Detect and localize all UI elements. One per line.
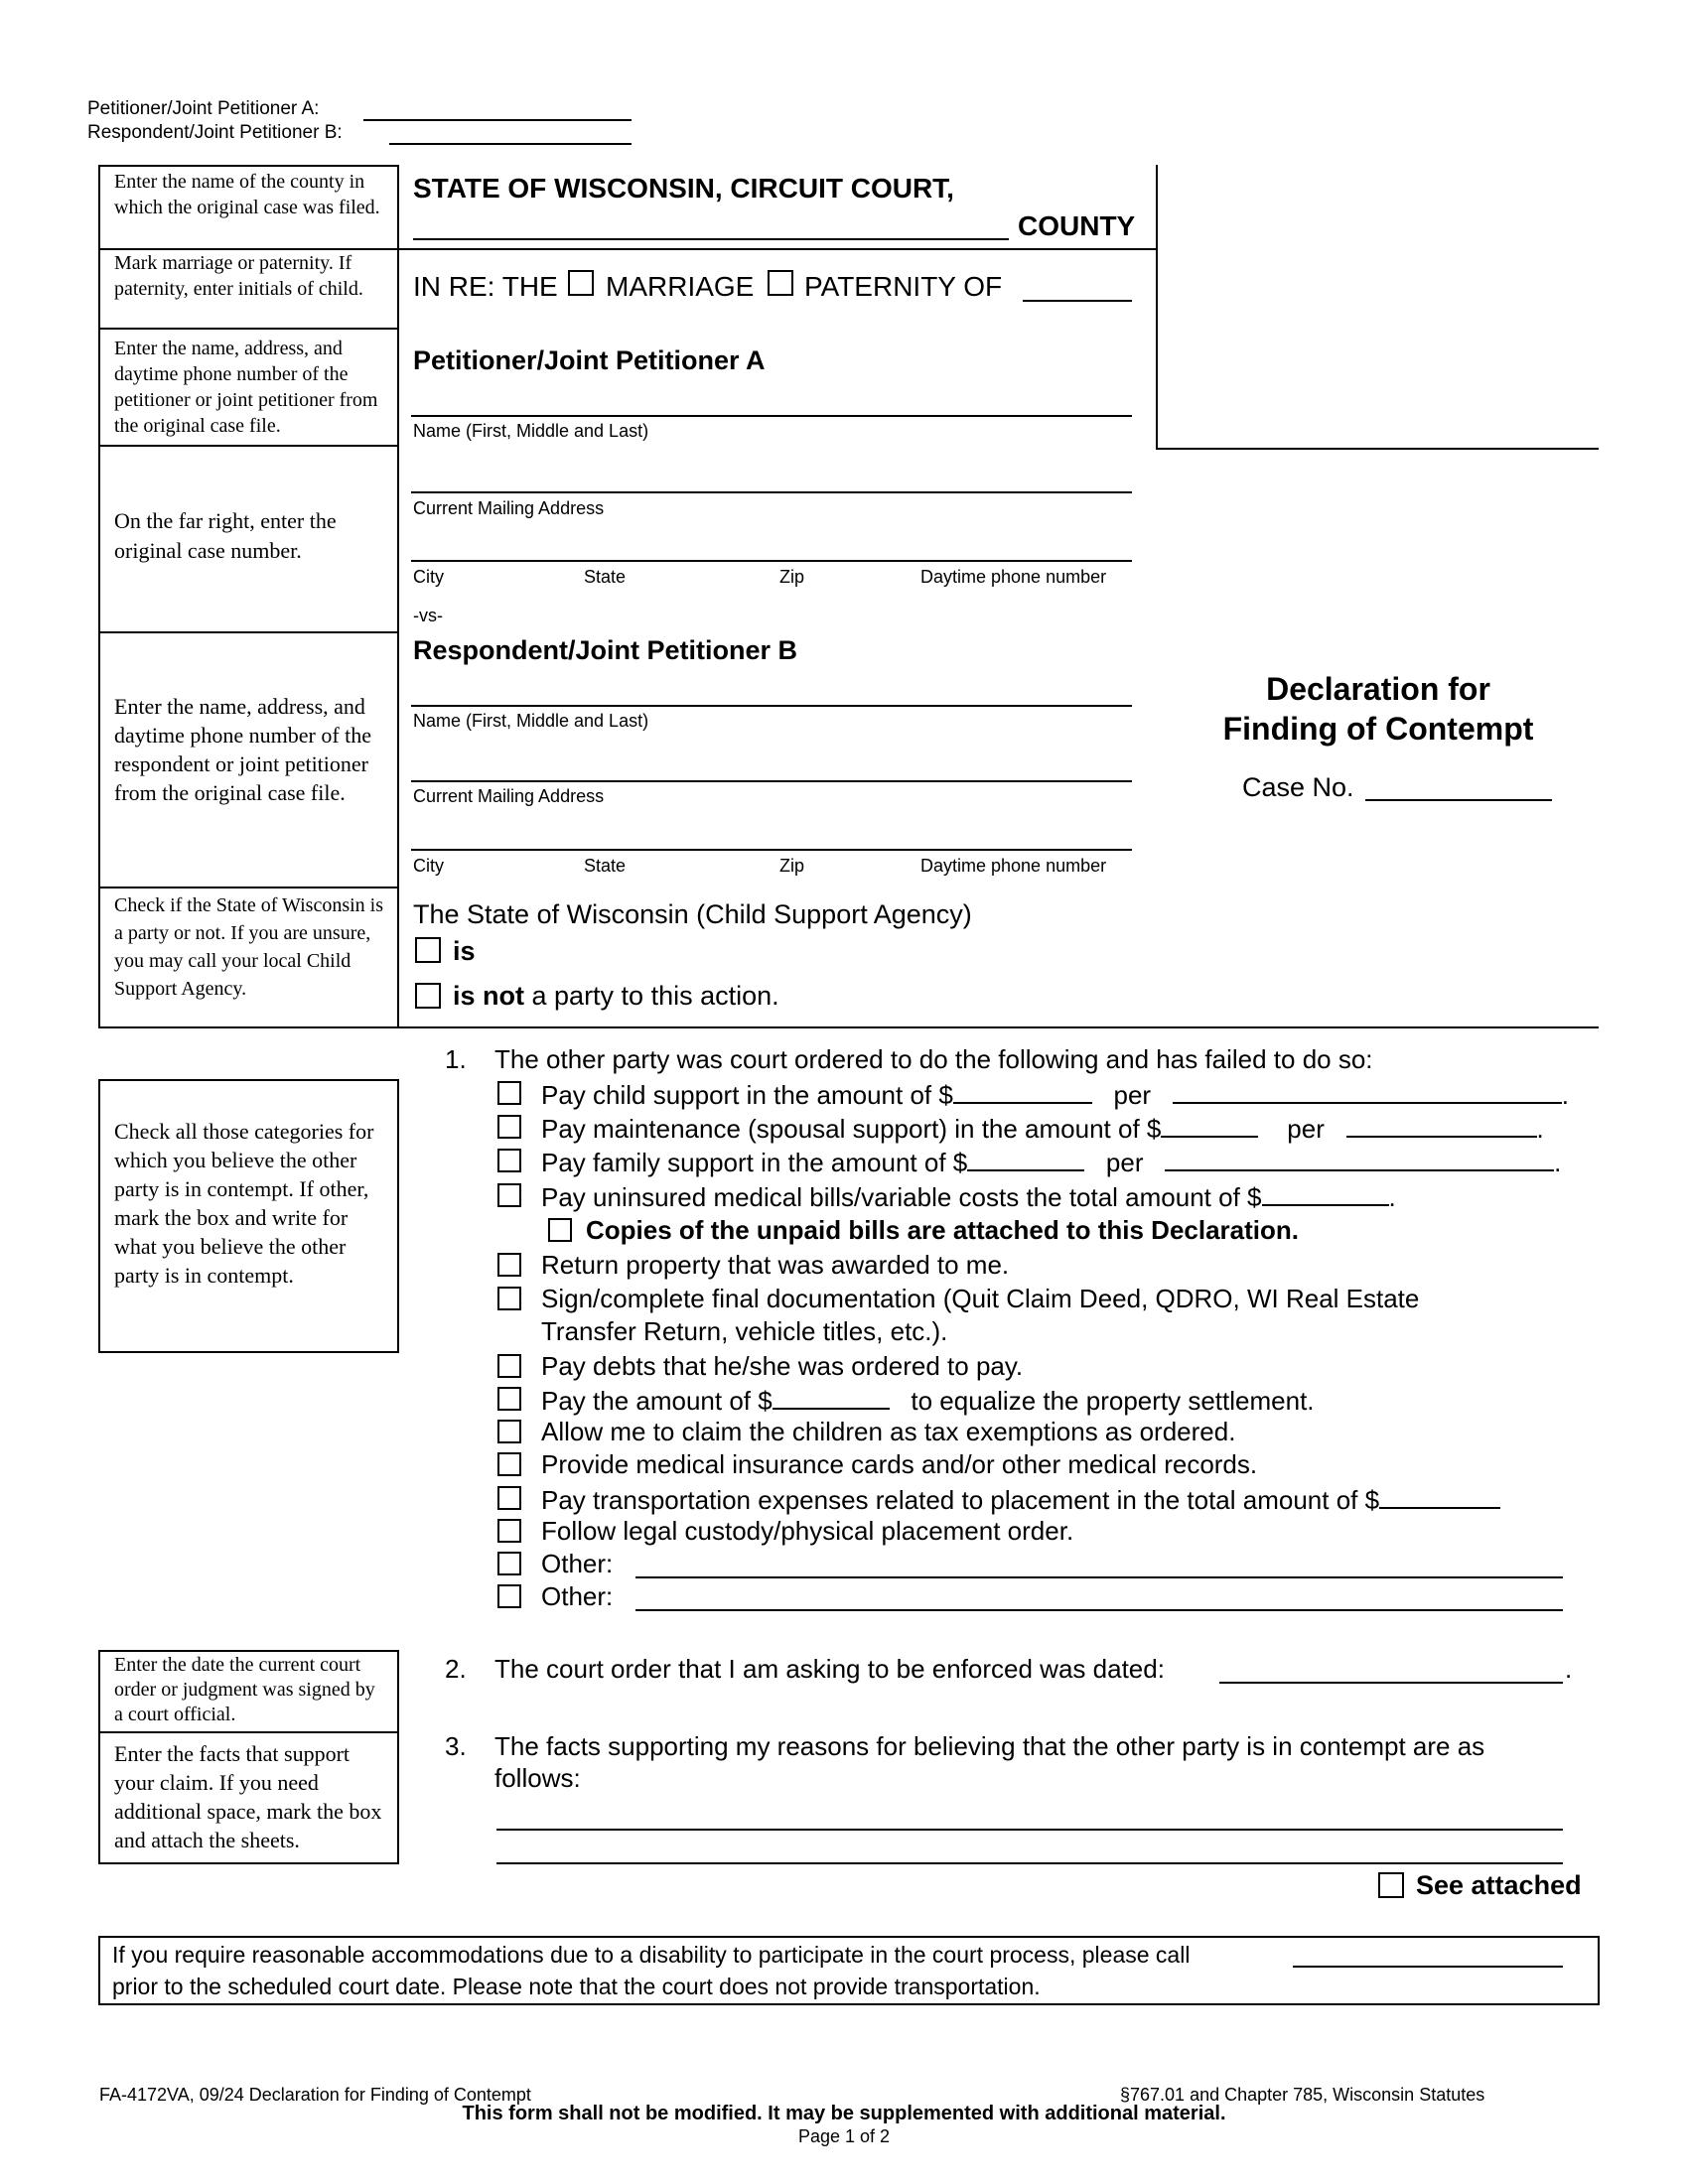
other1-checkbox[interactable] [497, 1552, 521, 1575]
petitioner-name-field[interactable] [411, 415, 1132, 417]
document-title-line1: Declaration for [1266, 671, 1490, 707]
paternity-checkbox[interactable] [768, 270, 793, 296]
equalize-label-b: to equalize the property settlement. [911, 1386, 1315, 1416]
caption-box-right [1156, 165, 1158, 450]
state-is-checkbox[interactable] [415, 937, 441, 963]
instruction-county: Enter the name of the county in which the original case was filed. [114, 171, 380, 218]
respondent-zip-label: Zip [779, 856, 805, 876]
instruction-case-number: On the far right, enter the original case number. [114, 508, 337, 563]
respondent-heading: Respondent/Joint Petitioner B [413, 635, 798, 665]
debts-label: Pay debts that he/she was ordered to pay. [541, 1351, 1024, 1381]
county-label: COUNTY [1018, 210, 1136, 241]
respondent-phone-label: Daytime phone number [920, 856, 1107, 876]
see-attached-label: See attached [1416, 1870, 1582, 1900]
transport-label: Pay transportation expenses related to placement in the total amount of $ [541, 1485, 1380, 1515]
instructions-divider [98, 887, 399, 888]
other1-field[interactable] [635, 1576, 1563, 1578]
respondent-city-label: City [413, 856, 444, 876]
other2-field[interactable] [635, 1609, 1563, 1611]
medical-item: Pay uninsured medical bills/variable costs the total amount of $ . [541, 1182, 1396, 1212]
petitioner-a-header-field[interactable] [363, 119, 632, 121]
transport-checkbox[interactable] [497, 1486, 521, 1510]
instruction-categories: Check all those categories for which you believe the other party is in contempt. If other, mark the box and write for what you believe the other party is in contempt. [114, 1119, 374, 1288]
child-support-per-label: per [1113, 1080, 1152, 1110]
petitioner-city-label: City [413, 567, 444, 587]
instruction-order-date: Enter the date the current court order or judgment was signed by a court official. [114, 1654, 375, 1725]
maintenance-checkbox[interactable] [497, 1115, 521, 1139]
respondent-address-field[interactable] [411, 780, 1132, 782]
section3-number: 3. [445, 1731, 467, 1761]
section1-number: 1. [445, 1044, 467, 1074]
instructions-border-top [98, 165, 399, 167]
section3-text-1: The facts supporting my reasons for believing that the other party is in contempt are as [494, 1731, 1485, 1761]
marriage-checkbox[interactable] [568, 270, 594, 296]
respondent-name-field[interactable] [411, 705, 1132, 707]
instructions-divider [98, 328, 399, 330]
equalize-checkbox[interactable] [497, 1387, 521, 1411]
case-no-label: Case No. [1242, 772, 1354, 802]
child-support-amount-field[interactable] [953, 1078, 1092, 1104]
in-re-label: IN RE: THE [413, 271, 558, 302]
document-title [1160, 669, 1597, 749]
petitioner-city-field[interactable] [411, 560, 1132, 562]
medical-label: Pay uninsured medical bills/variable costs the total amount of $ [541, 1182, 1262, 1212]
family-support-item: Pay family support in the amount of $ per . [541, 1148, 1562, 1177]
petitioner-heading: Petitioner/Joint Petitioner A [413, 345, 766, 375]
state-agency-label: The State of Wisconsin (Child Support Agency) [413, 899, 972, 929]
equalize-item [541, 1384, 1315, 1417]
instructions-divider [98, 631, 399, 633]
state-is-label: is [453, 936, 476, 966]
return-property-checkbox[interactable] [497, 1253, 521, 1277]
equalize-amount-field[interactable] [773, 1384, 890, 1410]
instruction-state-party: Check if the State of Wisconsin is a party or not. If you are unsure, you may call your local Child Support Agency. [114, 894, 384, 1000]
accommodation-line1: If you require reasonable accommodations due to a disability to participate in the court process, please call [112, 1942, 1191, 1968]
family-support-label: Pay family support in the amount of $ [541, 1148, 968, 1177]
state-is-not-line [453, 981, 779, 1012]
petitioner-a-header-label: Petitioner/Joint Petitioner A: [87, 98, 320, 119]
family-support-amount-field[interactable] [967, 1146, 1084, 1171]
caption-divider [399, 248, 1158, 250]
insurance-label: Provide medical insurance cards and/or other medical records. [541, 1449, 1258, 1479]
instruction-marriage: Mark marriage or paternity. If paternity, enter initials of child. [114, 252, 363, 300]
respondent-name-label: Name (First, Middle and Last) [413, 711, 649, 731]
caption-bottom-line [399, 1026, 1599, 1028]
petitioner-address-label: Current Mailing Address [413, 498, 605, 518]
instruction-respondent: Enter the name, address, and daytime phone number of the respondent or joint petitioner from the original case file. [114, 694, 372, 805]
petitioner-phone-label: Daytime phone number [920, 567, 1107, 587]
copies-attached-label: Copies of the unpaid bills are attached to this Declaration. [586, 1215, 1300, 1245]
return-property-label: Return property that was awarded to me. [541, 1250, 1010, 1280]
maintenance-amount-field[interactable] [1161, 1112, 1258, 1138]
instructions-divider [98, 1731, 399, 1733]
instructions-divider [98, 445, 399, 447]
copies-attached-checkbox[interactable] [548, 1218, 572, 1242]
party-text: a party to this action. [531, 981, 779, 1011]
custody-checkbox[interactable] [497, 1519, 521, 1543]
child-support-item: Pay child support in the amount of $ per . [541, 1080, 1569, 1110]
footer-statutes: §767.01 and Chapter 785, Wisconsin Statutes [1120, 2085, 1485, 2105]
petitioner-zip-label: Zip [779, 567, 805, 587]
section2-number: 2. [445, 1654, 467, 1684]
equalize-label-a: Pay the amount of $ [541, 1386, 773, 1416]
respondent-b-header-label: Respondent/Joint Petitioner B: [87, 122, 343, 143]
court-title: STATE OF WISCONSIN, CIRCUIT COURT, [413, 173, 954, 204]
petitioner-address-field[interactable] [411, 491, 1132, 493]
instructions-border-right [397, 165, 399, 1028]
respondent-address-label: Current Mailing Address [413, 786, 605, 806]
section3-text-2: follows: [494, 1763, 581, 1793]
respondent-state-label: State [584, 856, 627, 876]
county-field[interactable] [413, 238, 1009, 240]
debts-checkbox[interactable] [497, 1354, 521, 1378]
medical-amount-field[interactable] [1262, 1180, 1389, 1206]
marriage-label: MARRIAGE [606, 271, 755, 302]
state-is-not-checkbox[interactable] [415, 983, 441, 1009]
accommodation-line2: prior to the scheduled court date. Please note that the court does not provide transportation. [112, 1974, 1041, 1999]
respondent-city-field[interactable] [411, 849, 1132, 851]
footer-form-id: FA-4172VA, 09/24 Declaration for Finding of Contempt [99, 2085, 531, 2105]
instruction-facts: Enter the facts that support your claim. If you need additional space, mark the box and attach the sheets. [114, 1741, 382, 1852]
family-support-per-field[interactable] [1165, 1146, 1554, 1171]
transport-amount-field[interactable] [1379, 1483, 1500, 1509]
maintenance-per-label: per [1287, 1114, 1325, 1144]
child-support-label: Pay child support in the amount of $ [541, 1080, 953, 1110]
section2-period: . [1565, 1654, 1573, 1684]
sign-docs-checkbox[interactable] [497, 1287, 521, 1310]
document-title-line2: Finding of Contempt [1222, 711, 1534, 747]
tax-exemption-label: Allow me to claim the children as tax exemptions as ordered. [541, 1417, 1236, 1446]
versus-label: -vs- [413, 606, 443, 625]
family-support-per-label: per [1105, 1148, 1144, 1177]
instructions-border-left [98, 165, 100, 1028]
facts-field-2[interactable] [496, 1862, 1563, 1864]
case-no-field[interactable] [1365, 799, 1552, 801]
maintenance-item: Pay maintenance (spousal support) in the amount of $ per . [541, 1114, 1544, 1144]
paternity-label: PATERNITY OF [804, 271, 1003, 302]
respondent-b-header-field[interactable] [389, 143, 632, 145]
transport-item [541, 1483, 1500, 1516]
instructions-border-bottom [98, 1026, 399, 1028]
custody-label: Follow legal custody/physical placement order. [541, 1516, 1074, 1546]
section1-intro: The other party was court ordered to do the following and has failed to do so: [494, 1044, 1373, 1074]
other1-label: Other: [541, 1549, 614, 1578]
top-header [87, 97, 343, 145]
footer-page: Page 1 of 2 [797, 2126, 891, 2146]
petitioner-name-label: Name (First, Middle and Last) [413, 421, 649, 441]
other2-label: Other: [541, 1581, 614, 1611]
insurance-checkbox[interactable] [497, 1452, 521, 1476]
facts-field-1[interactable] [496, 1829, 1563, 1831]
other2-checkbox[interactable] [497, 1584, 521, 1608]
child-support-per-field[interactable] [1173, 1078, 1562, 1104]
maintenance-label: Pay maintenance (spousal support) in the amount of $ [541, 1114, 1162, 1144]
petitioner-state-label: State [584, 567, 627, 587]
tax-exemption-checkbox[interactable] [497, 1420, 521, 1443]
child-initials-field[interactable] [1023, 300, 1132, 302]
accommodation-phone-field[interactable] [1293, 1966, 1563, 1968]
case-box-bottom [1156, 448, 1599, 450]
state-is-not-label: is not [453, 981, 524, 1011]
maintenance-per-field[interactable] [1346, 1112, 1537, 1138]
sign-docs-label-2: Transfer Return, vehicle titles, etc.). [541, 1316, 948, 1346]
family-support-checkbox[interactable] [497, 1149, 521, 1172]
section2-text: The court order that I am asking to be enforced was dated: [494, 1654, 1165, 1684]
sign-docs-label-1: Sign/complete final documentation (Quit Claim Deed, QDRO, WI Real Estate [541, 1284, 1420, 1313]
footer-notice: This form shall not be modified. It may be supplemented with additional material. [462, 2103, 1226, 2124]
child-support-checkbox[interactable] [497, 1081, 521, 1105]
medical-checkbox[interactable] [497, 1183, 521, 1207]
see-attached-checkbox[interactable] [1378, 1872, 1404, 1898]
instruction-petitioner: Enter the name, address, and daytime phone number of the petitioner or joint petitioner from the original case file. [114, 338, 378, 437]
order-date-field[interactable] [1219, 1682, 1563, 1684]
